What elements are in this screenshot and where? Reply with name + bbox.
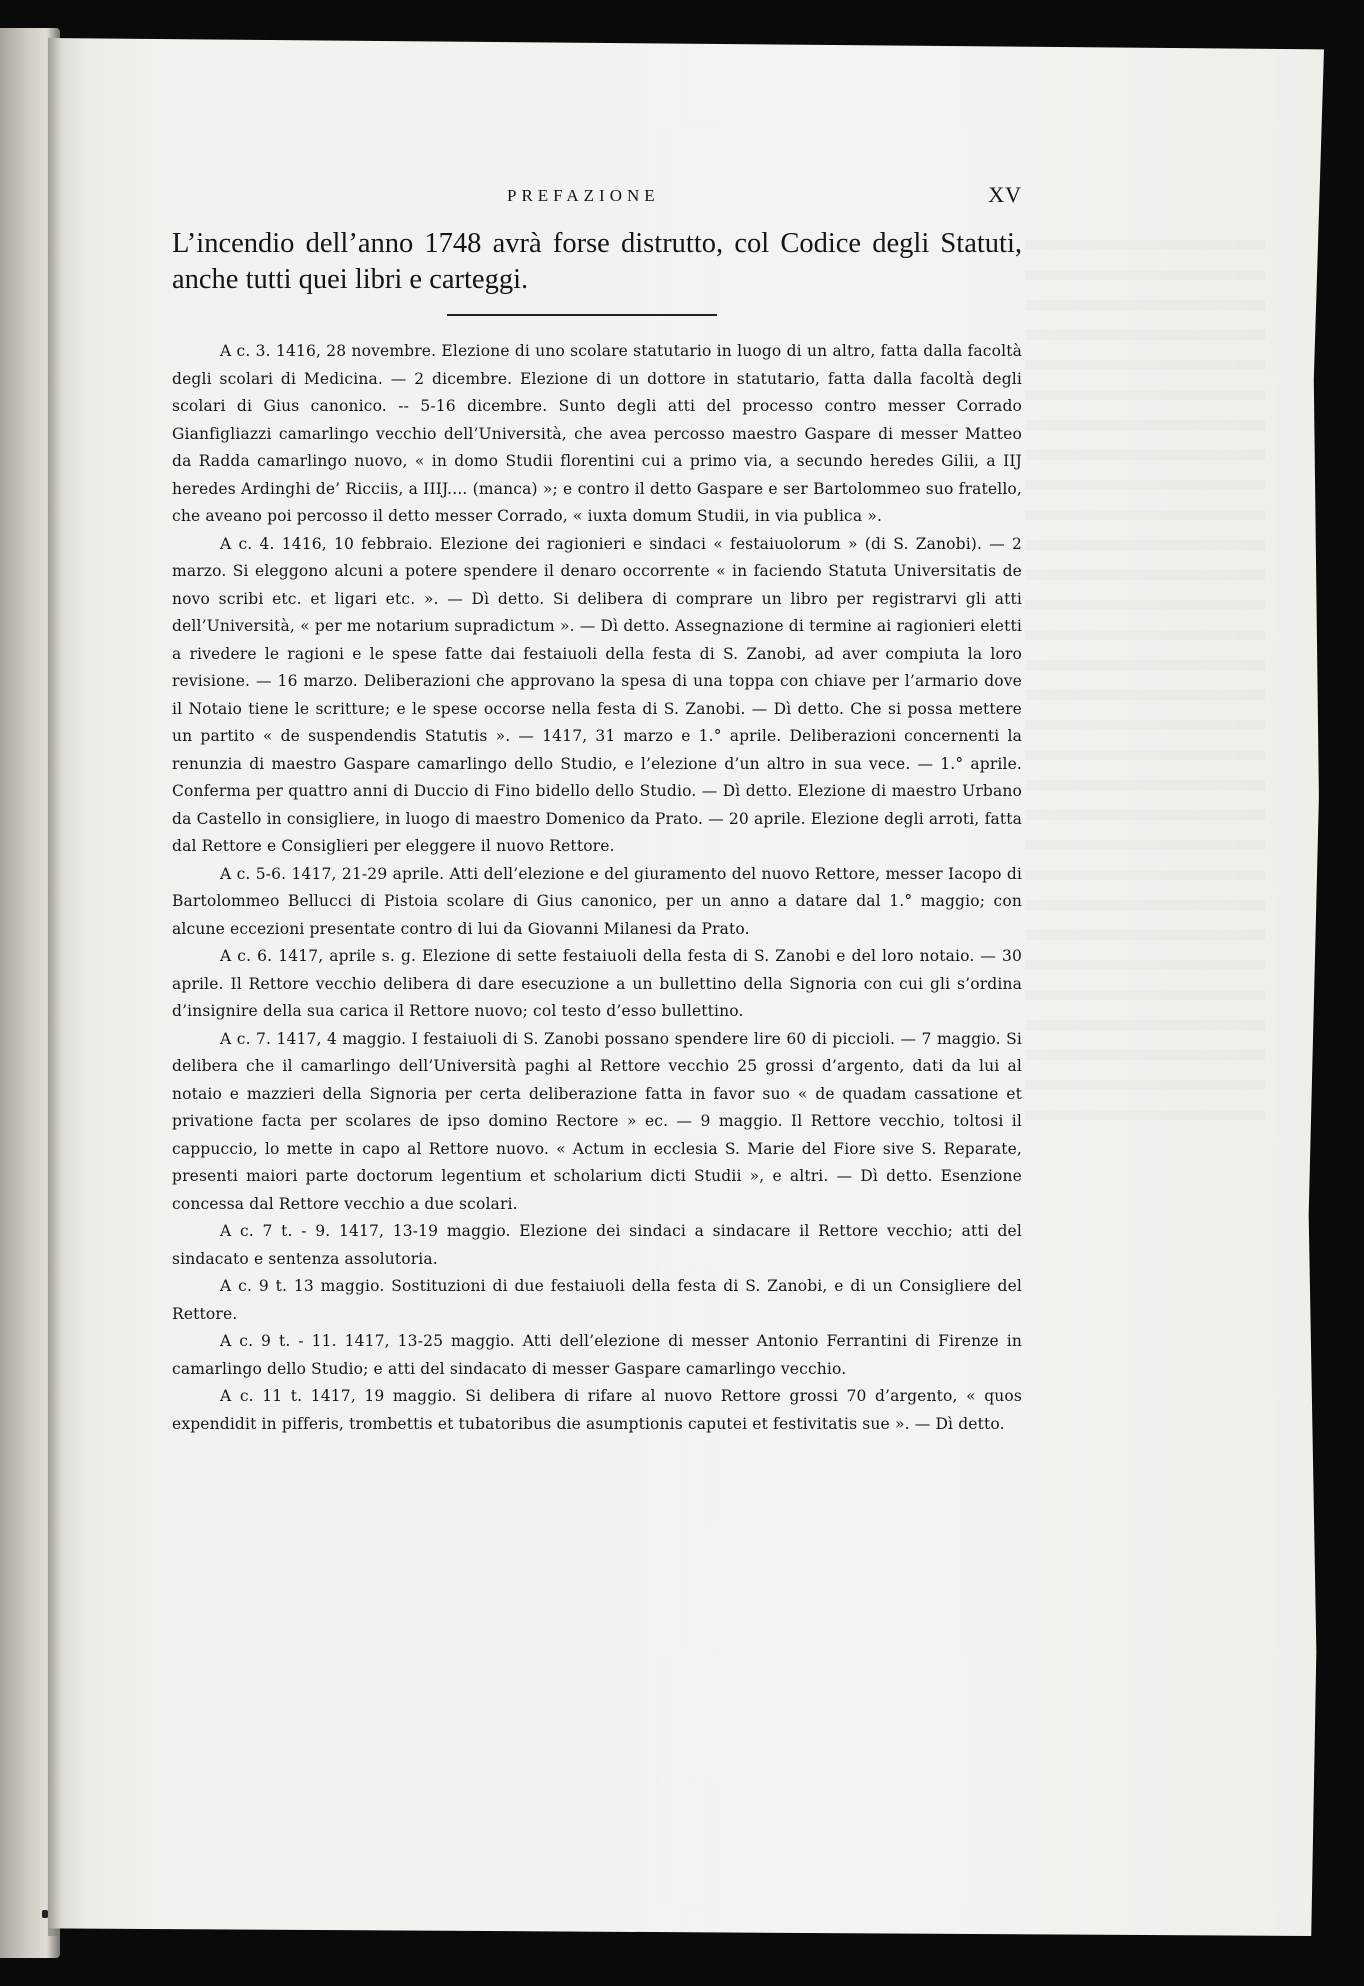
entry-paragraph: A c. 6. 1417, aprile s. g. Elezione di sette festaiuoli della festa di S. Zanobi e del loro notaio. — 30 aprile. Il Rettore vecchio delibera di dare esecuzione a un bullettino della Signoria con cui gli s’ordina d’insignire della sua carica il Rettore nuovo; col testo d’esso bullettino. bbox=[172, 947, 1022, 1020]
entry-paragraph: A c. 11 t. 1417, 19 maggio. Si delibera di rifare al nuovo Rettore grossi 70 d’argento, « quos expendidit in pifferis, trombettis et tubatoribus die asumptionis caputei et festivitatis sue ». — Dì detto. bbox=[172, 1387, 1022, 1433]
section-divider bbox=[447, 314, 717, 316]
entry-paragraph: A c. 7. 1417, 4 maggio. I festaiuoli di S. Zanobi possano spendere lire 60 di piccioli. — 7 maggio. Si delibera che il camarlingo dell’Università paghi al Rettore vecchio 25 grossi d’argento, dati da lui al notaio e mazzieri della Signoria per certa deliberazione fatta in favor suo « de quadam cassatione et privatione facta per scolares de ipso domino Rectore » ec. — 9 maggio. Il Rettore vecchio, toltosi il cappuccio, lo mette in capo al Rettore nuovo. « Actum in ecclesia S. Marie del Fiore sive S. Reparate, presenti maiori parte doctorum legentium et scholarium dicti Studii », e altri. — Dì detto. Esenzione concessa dal Rettore vecchio a due scolari. bbox=[172, 1029, 1022, 1213]
page-number: XV bbox=[988, 182, 1022, 207]
running-title: PREFAZIONE bbox=[507, 186, 660, 205]
register-entries bbox=[172, 338, 1022, 1438]
entry-paragraph: A c. 9 t. - 11. 1417, 13-25 maggio. Atti dell’elezione di messer Antonio Ferrantini di Firenze in camarlingo dello Studio; e atti del sindacato di messer Gaspare camarlingo vecchio. bbox=[172, 1332, 1022, 1378]
running-head bbox=[172, 182, 1022, 212]
page-gutter-shadow bbox=[48, 38, 62, 1936]
entry-paragraph: A c. 9 t. 13 maggio. Sostituzioni di due festaiuoli della festa di S. Zanobi, e di un Consigliere del Rettore. bbox=[172, 1277, 1022, 1323]
entry-paragraph: A c. 4. 1416, 10 febbraio. Elezione dei ragionieri e sindaci « festaiuolorum » (di S. Zanobi). — 2 marzo. Si eleggono alcuni a potere spendere il denaro occorrente « in faciendo Statuta Universitatis de novo scribi etc. et ligari etc. ». — Dì detto. Si delibera di comprare un libro per registrarvi gli atti dell’Università, « per me notarium supradictum ». — Dì detto. Assegnazione di termine ai ragionieri eletti a rivedere le ragioni e le spese fatte dai festaiuoli della festa di S. Zanobi, ad aver compiuta la loro revisione. — 16 marzo. Deliberazioni che approvano la spesa di una toppa con chiave per l’armario dove il Notaio tiene le scritture; e le spese occorse nella festa di S. Zanobi. — Dì detto. Che si possa mettere un partito « de suspendendis Statutis ». — 1417, 31 marzo e 1.° aprile. Deliberazioni concernenti la renunzia di maestro Gaspare camarlingo dello Studio, e l’elezione d’un altro in sua vece. — 1.° aprile. Conferma per quattro anni di Duccio di Fino bidello dello Studio. — Dì detto. Elezione di maestro Urbano da Castello in consigliere, in luogo di maestro Domenico da Prato. — 20 aprile. Elezione degli arroti, fatta dal Rettore e Consiglieri per eleggere il nuovo Rettore. bbox=[172, 534, 1022, 855]
entry-paragraph: A c. 5-6. 1417, 21-29 aprile. Atti dell’elezione e del giuramento del nuovo Rettore, messer Iacopo di Bartolommeo Bellucci di Pistoia scolare di Gius canonico, per un anno a datare dal 1.° maggio; con alcune eccezioni presentate contro di lui da Giovanni Milanesi da Prato. bbox=[172, 864, 1022, 938]
bleed-through-text bbox=[1025, 240, 1265, 1140]
lead-paragraph: L’incendio dell’anno 1748 avrà forse distrutto, col Codice degli Statuti, anche tutti quei libri e carteggi. bbox=[172, 228, 1022, 295]
page-content bbox=[172, 182, 1022, 1438]
entry-paragraph: A c. 3. 1416, 28 novembre. Elezione di uno scolare statutario in luogo di un altro, fatta dalla facoltà degli scolari di Medicina. — 2 dicembre. Elezione di un dottore in statutario, fatta dalla facoltà degli scolari di Gius canonico. -- 5-16 dicembre. Sunto degli atti del processo contro messer Corrado Gianfigliazzi camarlingo vecchio dell’Università, che avea percosso maestro Gaspare di messer Matteo da Radda camarlingo nuovo, « in domo Studii florentini cui a primo via, a secundo heredes Gilii, a IIJ heredes Ardinghi de’ Ricciis, a IIIJ.... (manca) »; e contro il detto Gaspare e ser Bartolommeo suo fratello, che aveano poi percosso il detto messer Corrado, « iuxta domum Studii, in via publica ». bbox=[172, 342, 1022, 525]
entry-paragraph: A c. 7 t. - 9. 1417, 13-19 maggio. Elezione dei sindaci a sindacare il Rettore vecchio; atti del sindacato e sentenza assolutoria. bbox=[172, 1222, 1022, 1268]
ink-mark bbox=[42, 1910, 48, 1918]
